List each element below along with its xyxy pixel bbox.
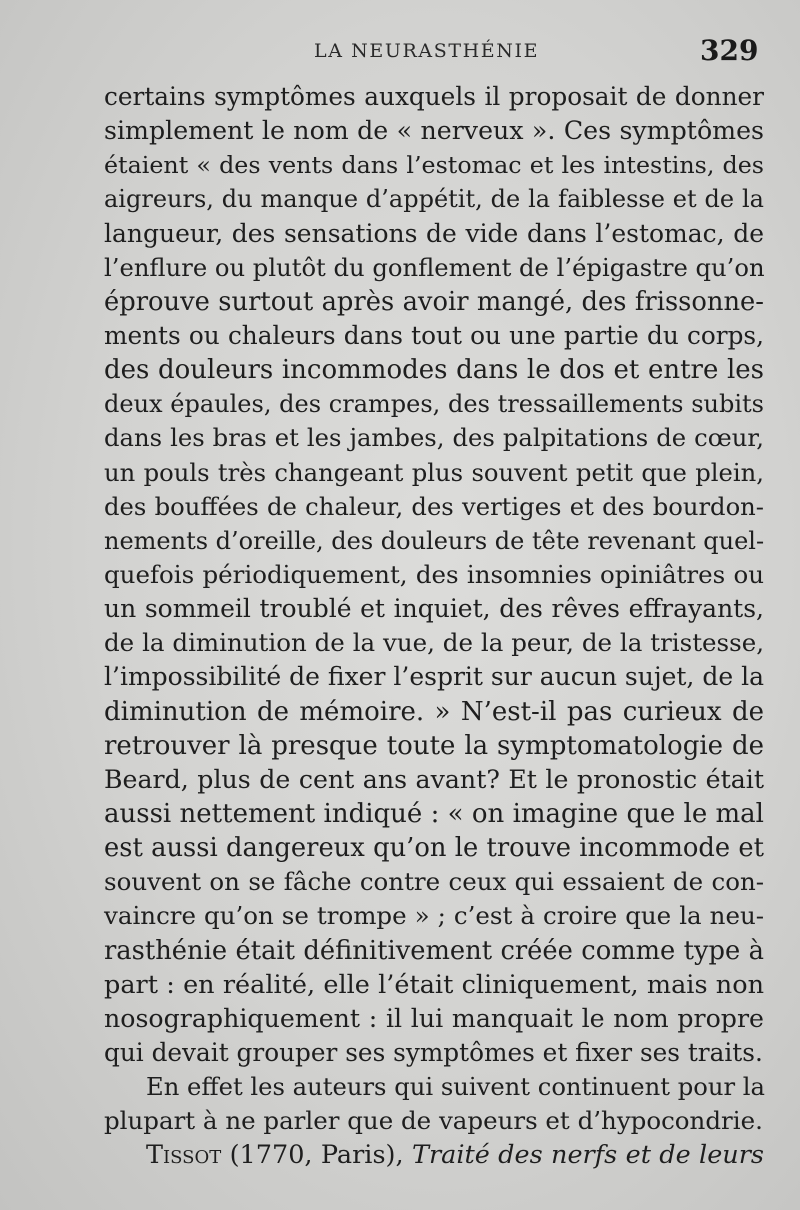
text-line: diminution de mémoire. » N’est-il pas curieux de [104,696,764,727]
text-line: certains symptômes auxquels il proposait de donner [104,82,764,111]
text-line: des douleurs incommodes dans le dos et entre les [104,355,764,386]
text-line: aussi nettement indiqué : « on imagine que le mal [104,798,764,829]
text-line: un pouls très changeant plus souvent petit que plein, [104,457,764,487]
text-line: Beard, plus de cent ans avant? Et le pronostic était [104,764,764,794]
text-line: aigreurs, du manque d’appétit, de la faiblesse et de la [104,185,764,214]
paragraph-1 [104,80,764,1070]
text-line: part : en réalité, elle l’était cliniquement, mais non [104,969,764,1000]
paragraph-3 [104,1138,764,1172]
text-line: qui devait grouper ses symptômes et fixer ses traits. [104,1037,763,1067]
text-line: quefois périodiquement, des insomnies opiniâtres ou [104,559,764,589]
text-line: simplement le nom de « nerveux ». Ces symptômes [104,116,764,146]
paragraph-2 [104,1070,764,1138]
text-line: nosographiquement : il lui manquait le nom propre [104,1003,764,1033]
citation-text: (1770, Paris), [221,1140,412,1171]
text-line: vaincre qu’on se trompe » ; c’est à croire que la neu- [104,901,764,931]
text-line: éprouve surtout après avoir mangé, des frissonne- [104,286,764,317]
text-line: des bouffées de chaleur, des vertiges et des bourdon- [104,491,764,521]
text-line: dans les bras et les jambes, des palpitations de cœur, [104,423,764,453]
text-line: plupart à ne parler que de vapeurs et d’hypocondrie. [104,1106,763,1136]
text-line: souvent on se fâche contre ceux qui essaient de con- [104,867,764,897]
text-line: l’enflure ou plutôt du gonflement de l’épigastre qu’on [104,252,765,282]
author-name: Tissot [146,1140,222,1171]
running-title: LA NEURASTHÉNIE [314,40,540,62]
work-title: Traité des nerfs et de leurs [411,1140,764,1171]
text-line: étaient « des vents dans l’estomac et les intestins, des [104,151,764,180]
text-line: langueur, des sensations de vide dans l’estomac, de [104,218,764,248]
page-number: 329 [700,34,759,67]
text-line: nements d’oreille, des douleurs de tête revenant quel- [104,526,765,555]
text-line: deux épaules, des crampes, des tressaillements subits [104,390,764,419]
text-line: ments ou chaleurs dans tout ou une partie du corps, [104,320,764,350]
text-line: de la diminution de la vue, de la peur, de la tristesse, [104,628,764,658]
text-line: rasthénie était définitivement créée comme type à [104,935,764,966]
text-line: l’impossibilité de fixer l’esprit sur aucun sujet, de la [104,662,764,692]
text-line: retrouver là presque toute la symptomatologie de [104,730,764,761]
text-line: En effet les auteurs qui suivent continuent pour la [146,1072,765,1102]
text-line: est aussi dangereux qu’on le trouve incommode et [104,833,764,864]
body-text [104,80,764,1173]
page-header [0,36,800,72]
text-line: un sommeil troublé et inquiet, des rêves effrayants, [104,594,764,624]
text-line [104,1138,764,1172]
